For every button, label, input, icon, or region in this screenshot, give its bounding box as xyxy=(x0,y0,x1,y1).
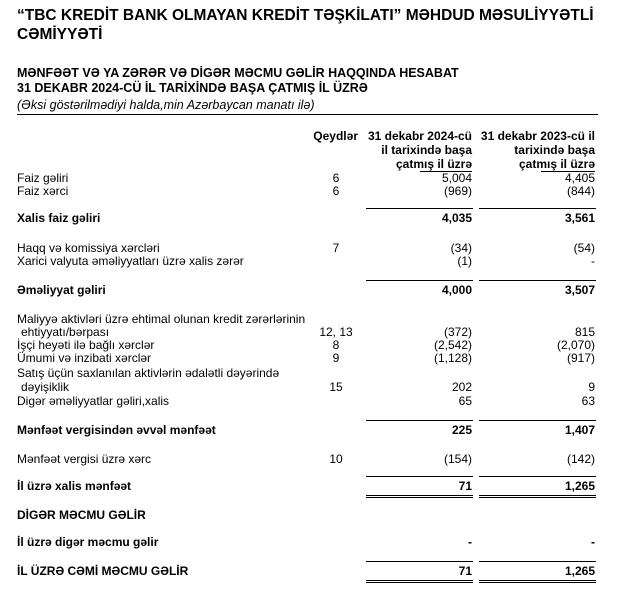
row-value-2024: 202 xyxy=(451,380,472,394)
double-line-2024 xyxy=(366,495,473,498)
row-note: 8 xyxy=(332,338,340,352)
row-value-2023: (2,070) xyxy=(556,338,595,352)
subtotal-line-2023 xyxy=(479,280,596,281)
row-value-2024: (1) xyxy=(457,254,472,268)
row-note: 6 xyxy=(332,171,340,185)
row-value-2023: 1,265 xyxy=(564,564,595,578)
subtotal-line-2024 xyxy=(366,561,473,562)
row-label: Mənfəət vergisi üzrə xərc xyxy=(17,452,152,466)
row-value-2023: 63 xyxy=(581,394,595,408)
row-note: 7 xyxy=(332,241,340,255)
col-2023-header: 31 dekabr 2023-cü il tarixində başa çatmış il üzrə xyxy=(480,129,595,171)
row-value-2023: - xyxy=(591,254,595,268)
row-note: 15 xyxy=(329,380,343,394)
double-line-2024 xyxy=(366,580,473,583)
row-label-cont: ehtiyyatı/bərpası xyxy=(21,325,110,339)
subtotal-line-2024 xyxy=(366,420,473,421)
row-label: Satış üçün saxlanılan aktivlərin ədalətli dəyərində xyxy=(17,366,280,380)
row-label: Faiz xərci xyxy=(17,184,69,198)
row-label: Xarici valyuta əməliyyatları üzrə xalis zərər xyxy=(17,254,244,268)
row-value-2024: 71 xyxy=(458,564,472,578)
row-label: İL ÜZRƏ CƏMİ MƏCMU GƏLİR xyxy=(17,564,189,578)
row-label: Digər əməliyyatlar gəliri,xalis xyxy=(17,394,170,408)
subtotal-line-2023 xyxy=(479,561,596,562)
row-value-2024: 5,004 xyxy=(441,171,472,185)
row-value-2023: 3,507 xyxy=(564,283,595,297)
row-value-2023: 815 xyxy=(574,325,595,339)
row-value-2024: (154) xyxy=(443,452,472,466)
col-2024-header: 31 dekabr 2024-cü il tarixində başa çatmış il üzrə xyxy=(367,129,472,171)
row-value-2024: (372) xyxy=(443,325,472,339)
row-value-2023: (917) xyxy=(566,351,595,365)
report-title-line2: 31 DEKABR 2024-CÜ İL TARİXİNDƏ BAŞA ÇATMIŞ İL ÜZRƏ xyxy=(17,81,368,95)
section-heading: DİGƏR MƏCMU GƏLİR xyxy=(17,508,146,522)
row-label-cont: dəyişiklik xyxy=(21,380,70,394)
row-value-2023: 3,561 xyxy=(564,211,595,225)
report-title-line1: MƏNFƏƏT VƏ YA ZƏRƏR VƏ DİGƏR MƏCMU GƏLİR HAQQINDA HESABAT xyxy=(17,66,459,80)
row-value-2023: 1,407 xyxy=(564,423,595,437)
double-line-2023 xyxy=(479,495,596,498)
row-value-2023: (54) xyxy=(573,241,595,255)
row-label: Ümumi və inzibati xərclər xyxy=(17,351,152,365)
row-value-2024: (1,128) xyxy=(433,351,472,365)
subtotal-line-2023 xyxy=(479,476,596,477)
row-value-2023: (844) xyxy=(566,184,595,198)
header-divider xyxy=(17,114,598,115)
row-label: Xalis faiz gəliri xyxy=(17,211,101,225)
row-note: 6 xyxy=(332,184,340,198)
row-value-2023: 9 xyxy=(588,380,595,394)
row-label: Haqq və komissiya xərcləri xyxy=(17,241,160,255)
row-value-2024: 71 xyxy=(458,479,472,493)
row-value-2023: 1,265 xyxy=(564,479,595,493)
row-value-2024: (969) xyxy=(443,184,472,198)
row-value-2023: (142) xyxy=(566,452,595,466)
row-value-2024: 65 xyxy=(458,394,472,408)
row-label: İl üzrə xalis mənfəət xyxy=(17,479,132,493)
row-value-2023: - xyxy=(591,535,595,549)
subtotal-line-2024 xyxy=(366,208,473,209)
row-label: Əməliyyat gəliri xyxy=(17,283,106,297)
row-note: 12, 13 xyxy=(319,325,353,339)
row-value-2024: (2,542) xyxy=(433,338,472,352)
row-value-2024: 4,035 xyxy=(441,211,472,225)
row-value-2024: - xyxy=(468,535,472,549)
subtotal-line-2024 xyxy=(366,476,473,477)
subtotal-line-2023 xyxy=(479,208,596,209)
subtotal-line-2023 xyxy=(479,420,596,421)
row-value-2024: (34) xyxy=(450,241,472,255)
subtotal-line-2024 xyxy=(366,280,473,281)
report-title xyxy=(17,66,607,96)
row-note: 9 xyxy=(332,351,340,365)
double-line-2023 xyxy=(479,580,596,583)
notes-header: Qeydlər xyxy=(313,129,358,143)
row-label: Maliyyə aktivləri üzrə ehtimal olunan kredit zərərlərinin xyxy=(17,312,306,326)
currency-note: (Əksi göstərilmədiyi halda,min Azərbaycan manatı ilə) xyxy=(17,98,315,112)
row-label: Mənfəət vergisindən əvvəl mənfəət xyxy=(17,423,216,437)
row-label: Faiz gəliri xyxy=(17,171,69,185)
row-label: İşçi heyəti ilə bağlı xərclər xyxy=(17,338,155,352)
company-title: “TBC KREDİT BANK OLMAYAN KREDİT TƏŞKİLATI” MƏHDUD MƏSULİYYƏTLİ CƏMİYYƏTİ xyxy=(17,7,594,43)
row-note: 10 xyxy=(329,452,343,466)
row-value-2024: 225 xyxy=(451,423,472,437)
row-value-2023: 4,405 xyxy=(564,171,595,185)
row-value-2024: 4,000 xyxy=(441,283,472,297)
row-label: İl üzrə digər məcmu gəlir xyxy=(17,535,159,549)
